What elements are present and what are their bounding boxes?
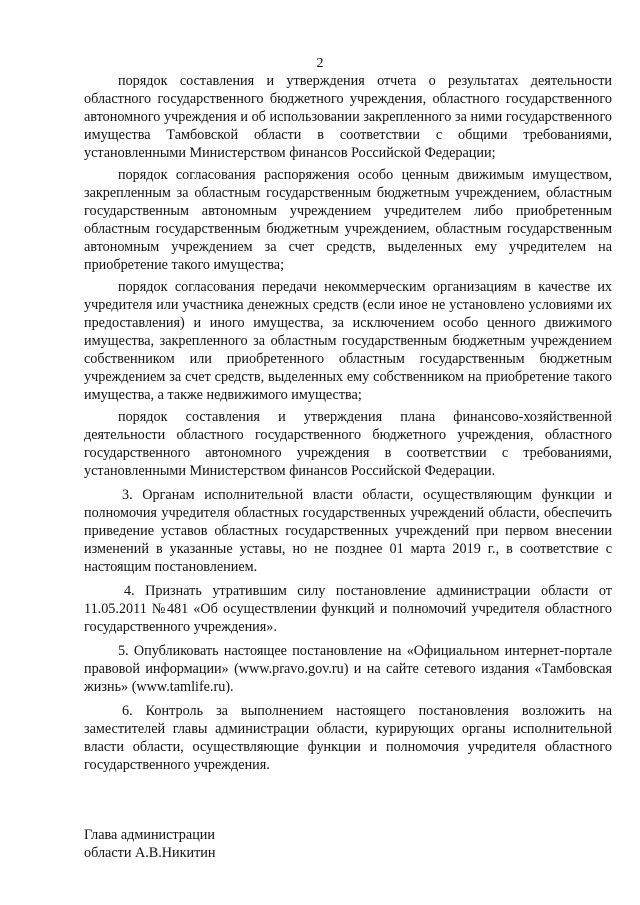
paragraph-item-4: 4. Признать утратившим силу постановление администрации области от 11.05.2011 №481 «Об осуществлении функций и полномочий учредителя областного государственного учреждения».	[84, 583, 612, 635]
paragraph-financial-plan: порядок составления и утверждения плана финансово-хозяйственной деятельности областного государственного бюджетного учреждения, областного государственного автономного учреждения в соответствии с требованиями, установленными Министерством финансов Российской Федерации.	[84, 409, 612, 479]
paragraph-item-5: 5. Опубликовать настоящее постановление на «Официальном интернет-портале правовой информации» (www.pravo.gov.ru) и на сайте сетевого издания «Тамбовская жизнь» (www.tamlife.ru).	[84, 643, 612, 695]
document-body	[84, 72, 612, 774]
paragraph-item-6: 6. Контроль за выполнением настоящего постановления возложить на заместителей главы администрации области, курирующих органы исполнительной власти области, осуществляющие функции и полномочия учредителя областного государственного учреждения.	[84, 703, 612, 773]
paragraph-transfer-procedure: порядок согласования передачи некоммерческим организациям в качестве их учредителя или участника денежных средств (если иное не установлено условиями их предоставления) и иного имущества, за исключением особо ценного движимого имущества, закрепленного за областным государственным бюджетным учреждением собственником или приобретенного областным государственным бюджетным учреждением за счет средств, выделенных ему собственником на приобретение такого имущества, а также недвижимого имущества;	[84, 279, 612, 403]
signature-title: Глава администрации	[84, 827, 215, 843]
page-number: 2	[316, 56, 324, 71]
signature-block	[84, 826, 215, 862]
signature-name: области А.В.Никитин	[84, 845, 216, 861]
paragraph-item-3: 3. Органам исполнительной власти области, осуществляющим функции и полномочия учредителя областных государственных учреждений области, обеспечить приведение уставов областных государственных учреждений при первом внесении изменений в указанные уставы, но не позднее 01 марта 2019 г., в соответствие с настоящим постановлением.	[84, 487, 612, 575]
paragraph-movable-property: порядок согласования распоряжения особо ценным движимым имуществом, закрепленным за областным государственным бюджетным учреждением, областным государственным автономным учреждением учредителем либо приобретенным областным государственным бюджетным учреждением, областным государственным автономным учреждением за счет средств, выделенных ему учредителем на приобретение такого имущества;	[84, 167, 612, 273]
paragraph-report-procedure: порядок составления и утверждения отчета о результатах деятельности областного государственного бюджетного учреждения, областного государственного автономного учреждения и об использовании закрепленного за ними государственного имущества Тамбовской области в соответствии с общими требованиями, установленными Министерством финансов Российской Федерации;	[84, 73, 612, 161]
